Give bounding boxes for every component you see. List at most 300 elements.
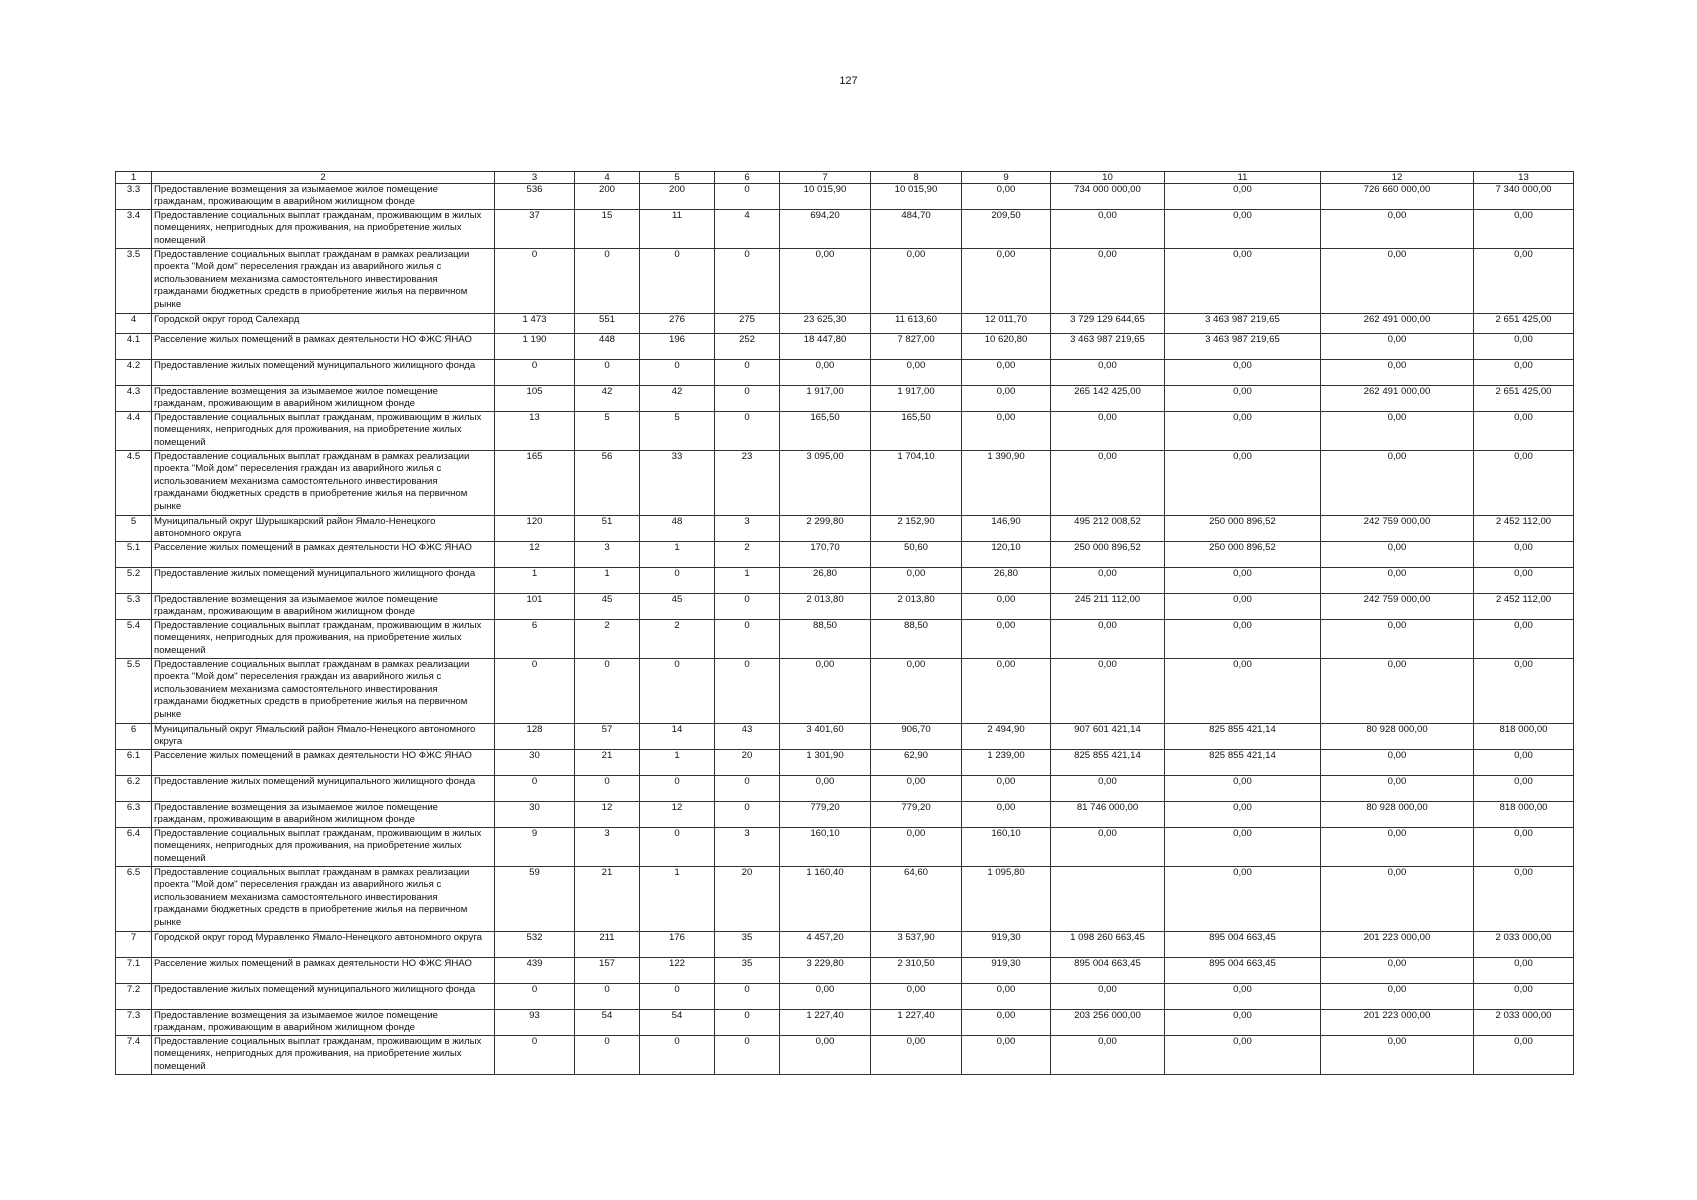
value-cell: 0,00 bbox=[962, 659, 1051, 724]
value-cell: 0,00 bbox=[1051, 620, 1165, 659]
value-cell: 160,10 bbox=[780, 828, 871, 867]
value-cell: 2 452 112,00 bbox=[1474, 516, 1574, 542]
value-cell: 0,00 bbox=[962, 386, 1051, 412]
value-cell: 165,50 bbox=[780, 412, 871, 451]
value-cell: 2 bbox=[575, 620, 640, 659]
value-cell: 0,00 bbox=[780, 659, 871, 724]
value-cell: 4 bbox=[715, 210, 780, 249]
value-cell: 0,00 bbox=[1165, 412, 1321, 451]
value-cell: 23 bbox=[715, 451, 780, 516]
page-number: 127 bbox=[839, 75, 858, 87]
value-cell: 1 239,00 bbox=[962, 750, 1051, 776]
table-row bbox=[116, 620, 1574, 659]
value-cell: 45 bbox=[640, 594, 715, 620]
table-row bbox=[116, 659, 1574, 724]
value-cell: 23 625,30 bbox=[780, 314, 871, 334]
value-cell: 0,00 bbox=[1051, 659, 1165, 724]
value-cell: 242 759 000,00 bbox=[1321, 594, 1474, 620]
row-number-cell: 6 bbox=[116, 724, 152, 750]
value-cell: 0,00 bbox=[1474, 958, 1574, 984]
value-cell: 4 457,20 bbox=[780, 932, 871, 958]
value-cell: 0,00 bbox=[1051, 568, 1165, 594]
value-cell: 0,00 bbox=[871, 249, 962, 314]
row-name-cell: Предоставление жилых помещений муниципального жилищного фонда bbox=[152, 360, 495, 386]
value-cell: 105 bbox=[495, 386, 575, 412]
value-cell: 80 928 000,00 bbox=[1321, 802, 1474, 828]
value-cell: 1 160,40 bbox=[780, 867, 871, 932]
value-cell: 0,00 bbox=[962, 594, 1051, 620]
value-cell: 0,00 bbox=[1051, 776, 1165, 802]
value-cell: 165,50 bbox=[871, 412, 962, 451]
table-row bbox=[116, 776, 1574, 802]
value-cell: 35 bbox=[715, 958, 780, 984]
value-cell: 21 bbox=[575, 867, 640, 932]
value-cell: 895 004 663,45 bbox=[1165, 958, 1321, 984]
row-name-cell: Предоставление возмещения за изымаемое жилое помещение гражданам, проживающим в аварийном жилищном фонде bbox=[152, 386, 495, 412]
table-row bbox=[116, 451, 1574, 516]
row-number-cell: 3.5 bbox=[116, 249, 152, 314]
value-cell: 0,00 bbox=[962, 184, 1051, 210]
value-cell: 0,00 bbox=[1165, 659, 1321, 724]
value-cell: 64,60 bbox=[871, 867, 962, 932]
value-cell: 0 bbox=[640, 659, 715, 724]
value-cell: 0 bbox=[640, 249, 715, 314]
value-cell: 0,00 bbox=[1165, 386, 1321, 412]
header-cell: 6 bbox=[715, 172, 780, 184]
value-cell: 2 494,90 bbox=[962, 724, 1051, 750]
value-cell: 0,00 bbox=[780, 1036, 871, 1075]
row-name-cell: Расселение жилых помещений в рамках деятельности НО ФЖС ЯНАО bbox=[152, 542, 495, 568]
table-row bbox=[116, 932, 1574, 958]
value-cell: 128 bbox=[495, 724, 575, 750]
value-cell: 1 095,80 bbox=[962, 867, 1051, 932]
row-number-cell: 3.3 bbox=[116, 184, 152, 210]
value-cell: 0 bbox=[495, 360, 575, 386]
value-cell: 88,50 bbox=[780, 620, 871, 659]
row-number-cell: 6.5 bbox=[116, 867, 152, 932]
value-cell: 2 310,50 bbox=[871, 958, 962, 984]
row-name-cell: Предоставление социальных выплат гражданам в рамках реализации проекта "Мой дом" переселения граждан из аварийного жилья с использованием механизма самостоятельного инвестирования гражданами бюджетных средств в приобретение жилья на первичном рынке bbox=[152, 249, 495, 314]
value-cell: 2 033 000,00 bbox=[1474, 932, 1574, 958]
value-cell: 56 bbox=[575, 451, 640, 516]
table-row bbox=[116, 958, 1574, 984]
table-row bbox=[116, 802, 1574, 828]
value-cell: 0,00 bbox=[780, 360, 871, 386]
row-name-cell: Муниципальный округ Ямальский район Ямало-Ненецкого автономного округа bbox=[152, 724, 495, 750]
value-cell: 252 bbox=[715, 334, 780, 360]
value-cell: 2 651 425,00 bbox=[1474, 386, 1574, 412]
value-cell bbox=[1051, 867, 1165, 932]
row-name-cell: Предоставление социальных выплат гражданам, проживающим в жилых помещениях, непригодных для проживания, на приобретение жилых помещений bbox=[152, 828, 495, 867]
value-cell: 0,00 bbox=[962, 620, 1051, 659]
value-cell: 0 bbox=[575, 360, 640, 386]
value-cell: 3 bbox=[715, 828, 780, 867]
value-cell: 0,00 bbox=[1051, 1036, 1165, 1075]
value-cell: 1 190 bbox=[495, 334, 575, 360]
value-cell: 101 bbox=[495, 594, 575, 620]
row-number-cell: 4.3 bbox=[116, 386, 152, 412]
row-number-cell: 7.2 bbox=[116, 984, 152, 1010]
value-cell: 1 917,00 bbox=[780, 386, 871, 412]
value-cell: 12 011,70 bbox=[962, 314, 1051, 334]
value-cell: 0,00 bbox=[1474, 984, 1574, 1010]
table-row bbox=[116, 184, 1574, 210]
value-cell: 0 bbox=[575, 776, 640, 802]
row-name-cell: Предоставление социальных выплат гражданам в рамках реализации проекта "Мой дом" переселения граждан из аварийного жилья с использованием механизма самостоятельного инвестирования гражданами бюджетных средств в приобретение жилья на первичном рынке bbox=[152, 867, 495, 932]
value-cell: 1 227,40 bbox=[780, 1010, 871, 1036]
row-number-cell: 7.4 bbox=[116, 1036, 152, 1075]
value-cell: 779,20 bbox=[780, 802, 871, 828]
value-cell: 0,00 bbox=[962, 802, 1051, 828]
value-cell: 245 211 112,00 bbox=[1051, 594, 1165, 620]
value-cell: 0 bbox=[715, 1036, 780, 1075]
value-cell: 0 bbox=[715, 1010, 780, 1036]
value-cell: 0 bbox=[575, 249, 640, 314]
value-cell: 0 bbox=[575, 659, 640, 724]
row-name-cell: Предоставление социальных выплат гражданам, проживающим в жилых помещениях, непригодных для проживания, на приобретение жилых помещений bbox=[152, 412, 495, 451]
value-cell: 0,00 bbox=[871, 1036, 962, 1075]
value-cell: 0 bbox=[715, 984, 780, 1010]
value-cell: 0,00 bbox=[1165, 249, 1321, 314]
value-cell: 0,00 bbox=[1165, 1036, 1321, 1075]
value-cell: 0,00 bbox=[1474, 412, 1574, 451]
data-table-wrapper bbox=[115, 171, 1574, 1075]
value-cell: 0,00 bbox=[1321, 867, 1474, 932]
value-cell: 265 142 425,00 bbox=[1051, 386, 1165, 412]
value-cell: 7 827,00 bbox=[871, 334, 962, 360]
value-cell: 2 bbox=[715, 542, 780, 568]
value-cell: 250 000 896,52 bbox=[1165, 516, 1321, 542]
value-cell: 0,00 bbox=[1474, 620, 1574, 659]
value-cell: 825 855 421,14 bbox=[1165, 724, 1321, 750]
value-cell: 0,00 bbox=[1321, 412, 1474, 451]
row-name-cell: Предоставление возмещения за изымаемое жилое помещение гражданам, проживающим в аварийном жилищном фонде bbox=[152, 802, 495, 828]
value-cell: 0 bbox=[715, 776, 780, 802]
data-table bbox=[115, 171, 1574, 1075]
value-cell: 0,00 bbox=[1321, 750, 1474, 776]
table-row bbox=[116, 210, 1574, 249]
value-cell: 211 bbox=[575, 932, 640, 958]
value-cell: 200 bbox=[575, 184, 640, 210]
row-number-cell: 6.2 bbox=[116, 776, 152, 802]
value-cell: 0,00 bbox=[1474, 828, 1574, 867]
table-header-row bbox=[116, 172, 1574, 184]
value-cell: 895 004 663,45 bbox=[1165, 932, 1321, 958]
header-cell: 1 bbox=[116, 172, 152, 184]
value-cell: 726 660 000,00 bbox=[1321, 184, 1474, 210]
value-cell: 176 bbox=[640, 932, 715, 958]
row-number-cell: 5.2 bbox=[116, 568, 152, 594]
value-cell: 0,00 bbox=[1321, 659, 1474, 724]
value-cell: 10 015,90 bbox=[780, 184, 871, 210]
value-cell: 0,00 bbox=[962, 249, 1051, 314]
value-cell: 11 bbox=[640, 210, 715, 249]
value-cell: 1 bbox=[575, 568, 640, 594]
value-cell: 0,00 bbox=[1165, 620, 1321, 659]
value-cell: 0 bbox=[575, 1036, 640, 1075]
value-cell: 532 bbox=[495, 932, 575, 958]
value-cell: 45 bbox=[575, 594, 640, 620]
value-cell: 0,00 bbox=[1165, 1010, 1321, 1036]
value-cell: 0,00 bbox=[780, 776, 871, 802]
header-cell: 3 bbox=[495, 172, 575, 184]
row-number-cell: 7.3 bbox=[116, 1010, 152, 1036]
value-cell: 0,00 bbox=[1165, 568, 1321, 594]
row-name-cell: Расселение жилых помещений в рамках деятельности НО ФЖС ЯНАО bbox=[152, 334, 495, 360]
value-cell: 0,00 bbox=[871, 984, 962, 1010]
value-cell: 57 bbox=[575, 724, 640, 750]
value-cell: 448 bbox=[575, 334, 640, 360]
value-cell: 165 bbox=[495, 451, 575, 516]
value-cell: 12 bbox=[495, 542, 575, 568]
table-row bbox=[116, 828, 1574, 867]
value-cell: 694,20 bbox=[780, 210, 871, 249]
value-cell: 0,00 bbox=[871, 828, 962, 867]
value-cell: 33 bbox=[640, 451, 715, 516]
value-cell: 0,00 bbox=[871, 360, 962, 386]
value-cell: 13 bbox=[495, 412, 575, 451]
value-cell: 825 855 421,14 bbox=[1051, 750, 1165, 776]
value-cell: 3 463 987 219,65 bbox=[1051, 334, 1165, 360]
value-cell: 825 855 421,14 bbox=[1165, 750, 1321, 776]
value-cell: 7 340 000,00 bbox=[1474, 184, 1574, 210]
table-row bbox=[116, 516, 1574, 542]
value-cell: 906,70 bbox=[871, 724, 962, 750]
table-row bbox=[116, 1010, 1574, 1036]
value-cell: 15 bbox=[575, 210, 640, 249]
row-number-cell: 4.1 bbox=[116, 334, 152, 360]
value-cell: 3 095,00 bbox=[780, 451, 871, 516]
value-cell: 170,70 bbox=[780, 542, 871, 568]
value-cell: 120 bbox=[495, 516, 575, 542]
table-row bbox=[116, 568, 1574, 594]
value-cell: 0 bbox=[715, 802, 780, 828]
value-cell: 0,00 bbox=[1474, 360, 1574, 386]
value-cell: 2 013,80 bbox=[780, 594, 871, 620]
table-row bbox=[116, 984, 1574, 1010]
value-cell: 0,00 bbox=[1051, 984, 1165, 1010]
value-cell: 0,00 bbox=[1165, 360, 1321, 386]
value-cell: 0,00 bbox=[1051, 210, 1165, 249]
value-cell: 0,00 bbox=[962, 776, 1051, 802]
value-cell: 11 613,60 bbox=[871, 314, 962, 334]
value-cell: 0,00 bbox=[1165, 802, 1321, 828]
value-cell: 20 bbox=[715, 867, 780, 932]
value-cell: 0,00 bbox=[1165, 776, 1321, 802]
value-cell: 919,30 bbox=[962, 958, 1051, 984]
value-cell: 0,00 bbox=[1474, 750, 1574, 776]
value-cell: 51 bbox=[575, 516, 640, 542]
value-cell: 54 bbox=[575, 1010, 640, 1036]
value-cell: 0,00 bbox=[1321, 1036, 1474, 1075]
table-row bbox=[116, 594, 1574, 620]
value-cell: 0,00 bbox=[1165, 451, 1321, 516]
value-cell: 0,00 bbox=[1321, 542, 1474, 568]
header-cell: 12 bbox=[1321, 172, 1474, 184]
header-cell: 9 bbox=[962, 172, 1051, 184]
row-number-cell: 4.4 bbox=[116, 412, 152, 451]
value-cell: 2 152,90 bbox=[871, 516, 962, 542]
value-cell: 0 bbox=[495, 1036, 575, 1075]
value-cell: 0,00 bbox=[1051, 412, 1165, 451]
value-cell: 0,00 bbox=[1321, 568, 1474, 594]
value-cell: 30 bbox=[495, 802, 575, 828]
value-cell: 146,90 bbox=[962, 516, 1051, 542]
value-cell: 200 bbox=[640, 184, 715, 210]
row-name-cell: Предоставление социальных выплат гражданам в рамках реализации проекта "Мой дом" переселения граждан из аварийного жилья с использованием механизма самостоятельного инвестирования гражданами бюджетных средств в приобретение жилья на первичном рынке bbox=[152, 451, 495, 516]
value-cell: 3 463 987 219,65 bbox=[1165, 334, 1321, 360]
value-cell: 12 bbox=[640, 802, 715, 828]
header-cell: 13 bbox=[1474, 172, 1574, 184]
value-cell: 18 447,80 bbox=[780, 334, 871, 360]
value-cell: 0,00 bbox=[1474, 568, 1574, 594]
value-cell: 0,00 bbox=[1321, 776, 1474, 802]
value-cell: 0,00 bbox=[1474, 659, 1574, 724]
value-cell: 0,00 bbox=[962, 984, 1051, 1010]
value-cell: 2 452 112,00 bbox=[1474, 594, 1574, 620]
table-row bbox=[116, 360, 1574, 386]
value-cell: 2 033 000,00 bbox=[1474, 1010, 1574, 1036]
value-cell: 0,00 bbox=[1474, 1036, 1574, 1075]
value-cell: 0,00 bbox=[1165, 828, 1321, 867]
value-cell: 0,00 bbox=[1321, 451, 1474, 516]
value-cell: 209,50 bbox=[962, 210, 1051, 249]
value-cell: 37 bbox=[495, 210, 575, 249]
value-cell: 0,00 bbox=[1051, 249, 1165, 314]
value-cell: 0 bbox=[495, 659, 575, 724]
value-cell: 196 bbox=[640, 334, 715, 360]
value-cell: 0 bbox=[715, 249, 780, 314]
row-number-cell: 5 bbox=[116, 516, 152, 542]
value-cell: 1 227,40 bbox=[871, 1010, 962, 1036]
value-cell: 0,00 bbox=[1474, 249, 1574, 314]
row-name-cell: Предоставление жилых помещений муниципального жилищного фонда bbox=[152, 776, 495, 802]
row-number-cell: 7 bbox=[116, 932, 152, 958]
value-cell: 10 620,80 bbox=[962, 334, 1051, 360]
row-name-cell: Предоставление возмещения за изымаемое жилое помещение гражданам, проживающим в аварийном жилищном фонде bbox=[152, 594, 495, 620]
table-row bbox=[116, 724, 1574, 750]
value-cell: 9 bbox=[495, 828, 575, 867]
value-cell: 3 229,80 bbox=[780, 958, 871, 984]
value-cell: 2 651 425,00 bbox=[1474, 314, 1574, 334]
value-cell: 1 704,10 bbox=[871, 451, 962, 516]
value-cell: 0,00 bbox=[780, 984, 871, 1010]
value-cell: 42 bbox=[640, 386, 715, 412]
table-body bbox=[116, 172, 1574, 1075]
row-number-cell: 4.2 bbox=[116, 360, 152, 386]
value-cell: 0 bbox=[575, 984, 640, 1010]
value-cell: 50,60 bbox=[871, 542, 962, 568]
value-cell: 0 bbox=[495, 984, 575, 1010]
row-name-cell: Предоставление социальных выплат гражданам, проживающим в жилых помещениях, непригодных для проживания, на приобретение жилых помещений bbox=[152, 620, 495, 659]
row-name-cell: Городской округ город Муравленко Ямало-Ненецкого автономного округа bbox=[152, 932, 495, 958]
row-name-cell: Расселение жилых помещений в рамках деятельности НО ФЖС ЯНАО bbox=[152, 958, 495, 984]
value-cell: 2 bbox=[640, 620, 715, 659]
value-cell: 0 bbox=[640, 984, 715, 1010]
value-cell: 907 601 421,14 bbox=[1051, 724, 1165, 750]
value-cell: 818 000,00 bbox=[1474, 724, 1574, 750]
value-cell: 0,00 bbox=[1165, 867, 1321, 932]
value-cell: 0 bbox=[495, 776, 575, 802]
value-cell: 0,00 bbox=[1165, 984, 1321, 1010]
value-cell: 275 bbox=[715, 314, 780, 334]
value-cell: 0 bbox=[640, 1036, 715, 1075]
header-cell: 4 bbox=[575, 172, 640, 184]
value-cell: 0,00 bbox=[1474, 776, 1574, 802]
value-cell: 551 bbox=[575, 314, 640, 334]
value-cell: 0 bbox=[715, 620, 780, 659]
value-cell: 0,00 bbox=[1321, 360, 1474, 386]
value-cell: 1 bbox=[640, 750, 715, 776]
table-row bbox=[116, 249, 1574, 314]
value-cell: 262 491 000,00 bbox=[1321, 314, 1474, 334]
value-cell: 20 bbox=[715, 750, 780, 776]
value-cell: 12 bbox=[575, 802, 640, 828]
table-row bbox=[116, 334, 1574, 360]
value-cell: 734 000 000,00 bbox=[1051, 184, 1165, 210]
value-cell: 0,00 bbox=[1165, 594, 1321, 620]
value-cell: 439 bbox=[495, 958, 575, 984]
value-cell: 0,00 bbox=[962, 360, 1051, 386]
table-row bbox=[116, 750, 1574, 776]
value-cell: 3 bbox=[575, 542, 640, 568]
value-cell: 0 bbox=[715, 594, 780, 620]
value-cell: 0,00 bbox=[871, 659, 962, 724]
header-cell: 8 bbox=[871, 172, 962, 184]
value-cell: 0,00 bbox=[1474, 867, 1574, 932]
value-cell: 0,00 bbox=[1321, 620, 1474, 659]
header-cell: 10 bbox=[1051, 172, 1165, 184]
row-number-cell: 5.4 bbox=[116, 620, 152, 659]
value-cell: 0,00 bbox=[1321, 210, 1474, 249]
value-cell: 0 bbox=[640, 776, 715, 802]
value-cell: 1 bbox=[640, 867, 715, 932]
value-cell: 48 bbox=[640, 516, 715, 542]
table-row bbox=[116, 412, 1574, 451]
value-cell: 484,70 bbox=[871, 210, 962, 249]
row-name-cell: Предоставление жилых помещений муниципального жилищного фонда bbox=[152, 568, 495, 594]
value-cell: 0 bbox=[715, 184, 780, 210]
value-cell: 93 bbox=[495, 1010, 575, 1036]
row-number-cell: 6.3 bbox=[116, 802, 152, 828]
value-cell: 1 473 bbox=[495, 314, 575, 334]
value-cell: 122 bbox=[640, 958, 715, 984]
value-cell: 1 917,00 bbox=[871, 386, 962, 412]
value-cell: 54 bbox=[640, 1010, 715, 1036]
value-cell: 0 bbox=[715, 386, 780, 412]
value-cell: 262 491 000,00 bbox=[1321, 386, 1474, 412]
value-cell: 0,00 bbox=[1321, 334, 1474, 360]
value-cell: 62,90 bbox=[871, 750, 962, 776]
value-cell: 35 bbox=[715, 932, 780, 958]
value-cell: 0 bbox=[640, 828, 715, 867]
row-name-cell: Предоставление возмещения за изымаемое жилое помещение гражданам, проживающим в аварийном жилищном фонде bbox=[152, 1010, 495, 1036]
value-cell: 0,00 bbox=[1051, 360, 1165, 386]
value-cell: 80 928 000,00 bbox=[1321, 724, 1474, 750]
value-cell: 2 299,80 bbox=[780, 516, 871, 542]
value-cell: 30 bbox=[495, 750, 575, 776]
value-cell: 0,00 bbox=[962, 1010, 1051, 1036]
value-cell: 59 bbox=[495, 867, 575, 932]
value-cell: 495 212 008,52 bbox=[1051, 516, 1165, 542]
value-cell: 242 759 000,00 bbox=[1321, 516, 1474, 542]
value-cell: 81 746 000,00 bbox=[1051, 802, 1165, 828]
value-cell: 0,00 bbox=[962, 1036, 1051, 1075]
row-number-cell: 5.3 bbox=[116, 594, 152, 620]
value-cell: 818 000,00 bbox=[1474, 802, 1574, 828]
value-cell: 1 bbox=[715, 568, 780, 594]
value-cell: 0,00 bbox=[1051, 828, 1165, 867]
